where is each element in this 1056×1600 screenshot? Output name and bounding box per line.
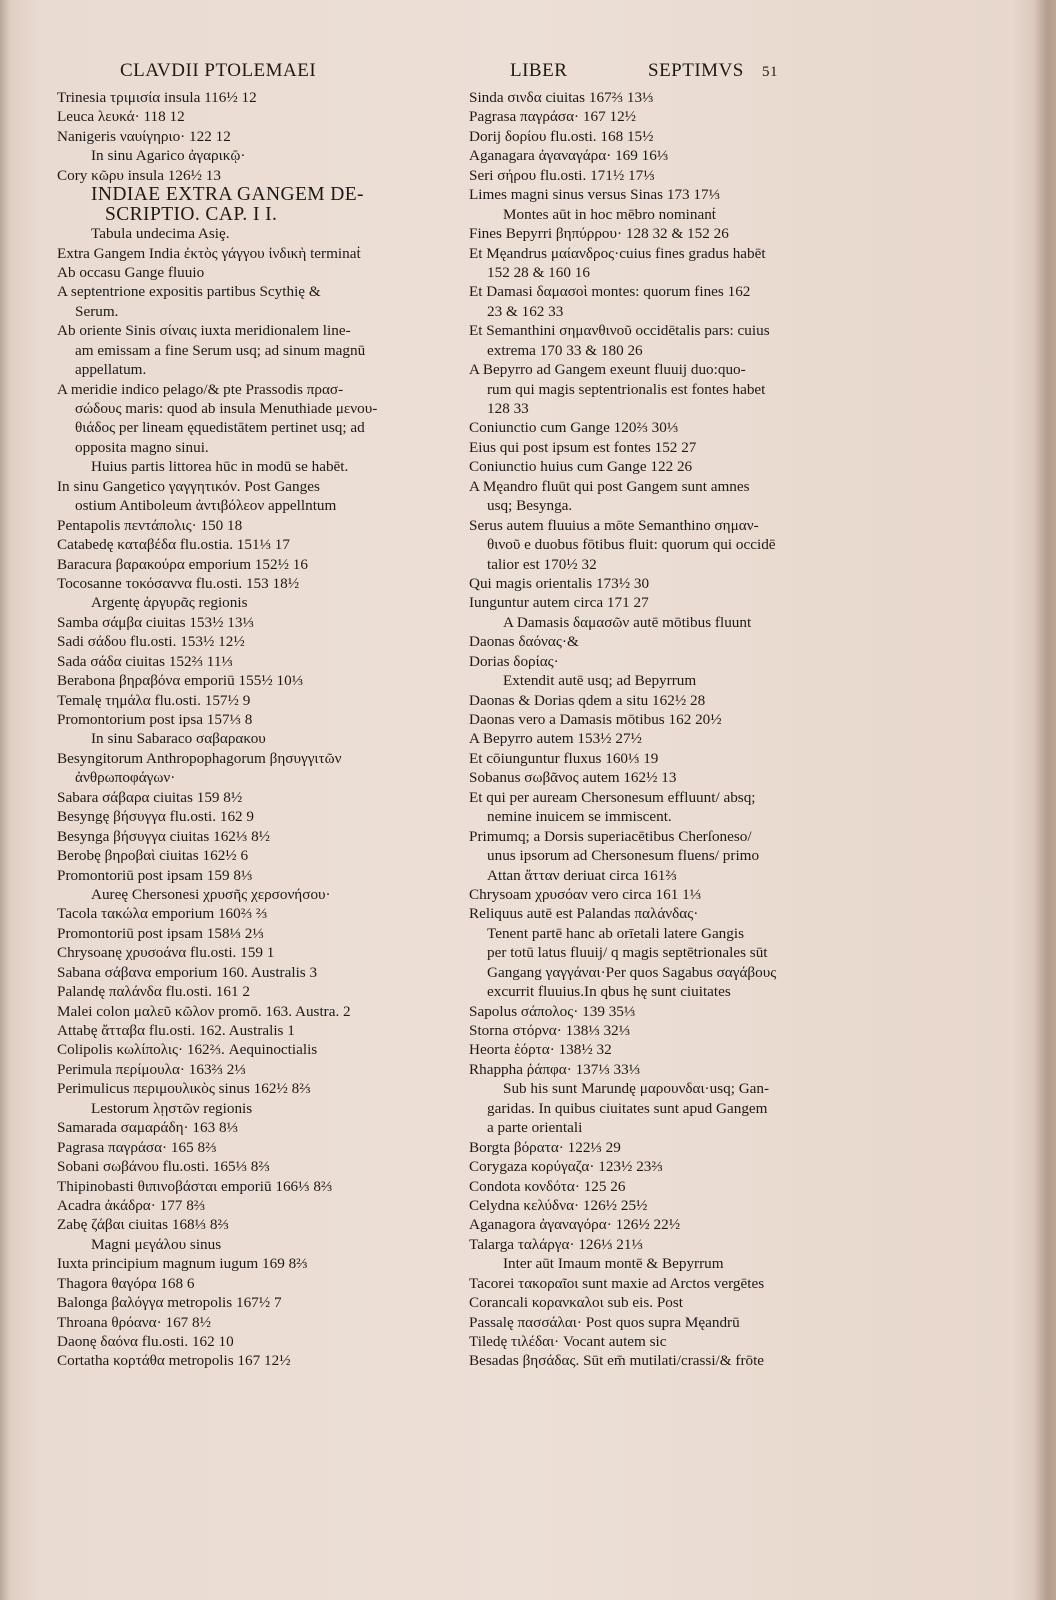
left-text-column bbox=[57, 88, 422, 1371]
text-line: talior est 170½ 32 bbox=[487, 555, 597, 573]
text-line: ostium Antiboleum ἀντιβόλεον appellntum bbox=[75, 497, 337, 515]
text-line: Besyngę βήσυγγα flu.osti. 162 9 bbox=[57, 808, 255, 826]
text-line: Aganagara ἀγαναγάρα· 169 16⅓ bbox=[469, 147, 669, 165]
text-line: unus ipsorum ad Chersonesum fluens/ primo bbox=[487, 847, 760, 865]
text-line: Daonas δαόνας·& bbox=[469, 633, 579, 651]
text-line: am emissam a fine Serum usq; ad sinum magnū bbox=[75, 341, 366, 359]
folio-number: 51 bbox=[762, 64, 778, 80]
text-line: usq; Besynga. bbox=[487, 497, 573, 515]
text-line: Corygaza κορύγαζα· 123½ 23⅔ bbox=[469, 1158, 663, 1176]
text-line: Besadas βησάδας. Sūt em̄ mutilati/crassi/& frōte bbox=[469, 1352, 765, 1370]
text-line: 128 33 bbox=[487, 400, 529, 417]
text-line: Iunguntur autem circa 171 27 bbox=[469, 594, 649, 612]
text-line: Heorta ἑόρτα· 138½ 32 bbox=[469, 1041, 612, 1059]
text-line: σώδους maris: quod ab insula Menuthiade μενου- bbox=[75, 400, 378, 417]
text-line: Montes aūt in hoc mēbro nominanṫ bbox=[503, 205, 717, 223]
text-line: Lestorum λῃστῶν regionis bbox=[91, 1099, 253, 1117]
text-line: Aureę Chersonesi χρυσῆς χερσονήσου· bbox=[91, 885, 331, 903]
text-line: Tacola τακώλα emporium 160⅔ ⅔ bbox=[57, 905, 268, 923]
text-line: opposita magno sinui. bbox=[75, 438, 209, 456]
text-line: Sobani σωβάνου flu.osti. 165⅓ 8⅔ bbox=[57, 1158, 270, 1176]
text-line: excurrit fluuius.In qbus hę sunt ciuitates bbox=[487, 983, 731, 1001]
text-line: Tocosanne τοκόσαννα flu.osti. 153 18½ bbox=[57, 574, 300, 592]
text-line: Eius qui post ipsum est fontes 152 27 bbox=[469, 438, 697, 456]
text-line: Sabana σάβανα emporium 160. Australis 3 bbox=[57, 963, 318, 981]
text-line: Baracura βαρακούρα emporium 152½ 16 bbox=[57, 555, 308, 573]
text-line: Sabara σάβαρα ciuitas 159 8½ bbox=[57, 788, 243, 806]
text-line: Temalę τημάλα flu.osti. 157½ 9 bbox=[57, 691, 251, 709]
text-line: Corancali κορανκαλοι sub eis. Post bbox=[469, 1294, 683, 1312]
text-line: Extra Gangem India ἐκτὸς γάγγου ἰνδικὴ terminaṫ bbox=[57, 244, 361, 262]
text-line: Coniunctio cum Gange 120⅔ 30⅓ bbox=[469, 419, 679, 437]
header-liber: LIBER bbox=[510, 60, 568, 81]
text-line: nemine inuicem se immiscent. bbox=[487, 808, 672, 826]
text-line: Daonas vero a Damasis mōtibus 162 20½ bbox=[469, 711, 722, 728]
text-line: In sinu Sabaraco σαβαρακου bbox=[91, 730, 266, 748]
text-line: Et qui per auream Chersonesum effluunt/ absq; bbox=[469, 788, 756, 806]
text-line: Berobę βηροβαὶ ciuitas 162½ 6 bbox=[57, 847, 249, 865]
text-line: Acadra ἀκάδρα· 177 8⅔ bbox=[57, 1196, 206, 1214]
header-book-number: SEPTIMVS bbox=[648, 60, 744, 81]
text-line: Besynga βήσυγγα ciuitas 162⅓ 8½ bbox=[57, 827, 271, 845]
text-line: Passalę πασσάλαι· Post quos supra Męandrū bbox=[469, 1313, 740, 1331]
text-line: Aganagora ἀγαναγόρα· 126½ 22½ bbox=[469, 1216, 681, 1234]
text-line: Serum. bbox=[75, 302, 119, 320]
text-line: A Męandro fluūt qui post Gangem sunt amnes bbox=[469, 477, 750, 495]
text-line: Borgta βόρατα· 122⅓ 29 bbox=[469, 1138, 621, 1156]
text-line: In sinu Agarico ἀγαρικῷ· bbox=[91, 147, 246, 165]
text-line: Thagora θαγόρα 168 6 bbox=[57, 1274, 195, 1292]
text-line: Zabę ζάβαι ciuitas 168⅓ 8⅔ bbox=[57, 1216, 229, 1234]
text-line: INDIAE EXTRA GANGEM DE- bbox=[91, 184, 364, 206]
page-edge-shadow bbox=[1034, 0, 1056, 1600]
text-line: Catabedę καταβέδα flu.ostia. 151⅓ 17 bbox=[57, 536, 290, 554]
text-line: 152 28 & 160 16 bbox=[487, 263, 590, 281]
text-line: ἀνθρωποφάγων· bbox=[75, 769, 176, 787]
text-line: Et Męandrus μαίανδρος·cuius fines gradus habēt bbox=[469, 244, 766, 262]
text-line: Chrysoam χρυσόαν vero circa 161 1⅓ bbox=[469, 885, 702, 903]
text-line: Et cōiunguntur fluxus 160⅓ 19 bbox=[469, 749, 659, 767]
text-line: In sinu Gangetico γαγγητικόν. Post Ganges bbox=[57, 477, 320, 495]
text-line: Condota κονδότα· 125 26 bbox=[469, 1177, 626, 1195]
text-line: Throana θρόανα· 167 8½ bbox=[57, 1313, 212, 1331]
text-line: Besyngitorum Anthropophagorum βησυγγιτῶν bbox=[57, 749, 342, 767]
text-line: θινοῦ e duobus fōtibus fluit: quorum qui occidē bbox=[487, 536, 776, 554]
text-line: Extendit autē usq; ad Bepyrrum bbox=[503, 672, 697, 690]
text-line: Reliquus autē est Palandas παλάνδας· bbox=[469, 905, 699, 923]
text-line: A meridie indico pelago/& pte Prassodis πρασ- bbox=[57, 380, 344, 398]
text-line: Ab occasu Gange fluuio bbox=[57, 263, 205, 281]
text-line: Pagrasa παγράσα· 165 8⅔ bbox=[57, 1138, 217, 1156]
text-line: Cory κῶρυ insula 126½ 13 bbox=[57, 166, 221, 184]
text-line: Sub his sunt Marundę μαρουνδαι·usq; Gan- bbox=[503, 1080, 770, 1098]
text-line: Limes magni sinus versus Sinas 173 17⅓ bbox=[469, 186, 721, 204]
text-line: Berabona βηραβόνα emporiū 155½ 10⅓ bbox=[57, 672, 304, 690]
text-line: Seri σήρου flu.osti. 171½ 17⅓ bbox=[469, 166, 655, 184]
text-line: rum qui magis septentrionalis est fontes habet bbox=[487, 380, 766, 398]
text-line: Promontoriū post ipsam 159 8⅓ bbox=[57, 866, 253, 884]
text-line: A Bepyrro ad Gangem exeunt fluuij duo:quo- bbox=[469, 361, 746, 379]
text-line: Samarada σαμαράδη· 163 8⅓ bbox=[57, 1119, 238, 1137]
gutter-shadow bbox=[0, 0, 10, 1600]
text-line: Gangang γαγγάναι·Per quos Sagabus σαγάβους bbox=[487, 963, 777, 981]
text-line: Sobanus σωβᾶνος autem 162½ 13 bbox=[469, 769, 677, 787]
text-line: Dorij δορίου flu.osti. 168 15½ bbox=[469, 127, 654, 145]
text-line: Perimulicus περιμουλικὸς sinus 162½ 8⅔ bbox=[57, 1080, 311, 1098]
text-line: Pentapolis πεντάπολις· 150 18 bbox=[57, 516, 243, 534]
text-line: Nanigeris ναυίγηριο· 122 12 bbox=[57, 127, 231, 145]
text-line: Huius partis littorea hūc in modū se habēt. bbox=[91, 458, 349, 476]
text-line: Perimula περίμουλα· 163⅔ 2⅓ bbox=[57, 1060, 246, 1078]
text-line: SCRIPTIO. CAP. I I. bbox=[105, 203, 278, 225]
text-line: 23 & 162 33 bbox=[487, 302, 564, 320]
text-line: Qui magis orientalis 173½ 30 bbox=[469, 574, 650, 592]
text-line: Tabula undecima Asiȩ. bbox=[91, 225, 230, 243]
text-line: A septentrione expositis partibus Scythię & bbox=[57, 283, 321, 301]
text-line: Serus autem fluuius a mōte Semanthino σημαν- bbox=[469, 516, 759, 534]
text-line: Leuca λευκά· 118 12 bbox=[57, 108, 185, 126]
text-line: Fines Bepyrri βηπύρρου· 128 32 & 152 26 bbox=[469, 225, 729, 243]
text-line: Sadi σάδου flu.osti. 153½ 12½ bbox=[57, 633, 245, 651]
text-line: Talarga ταλάργα· 126⅓ 21⅓ bbox=[469, 1235, 643, 1253]
text-line: Celydna κελύδνα· 126½ 25½ bbox=[469, 1196, 648, 1214]
text-line: per totū latus fluuij/ q magis septētrionales sūt bbox=[487, 944, 768, 962]
text-line: Colipolis κωλίπολις· 162⅔. Aequinoctialis bbox=[57, 1041, 318, 1059]
text-line: garidas. In quibus ciuitates sunt apud Gangem bbox=[487, 1099, 768, 1117]
text-line: Promontoriū post ipsam 158⅓ 2⅓ bbox=[57, 924, 264, 942]
text-line: Rhappha ῥάπφα· 137⅓ 33⅓ bbox=[469, 1060, 641, 1078]
text-line: Malei colon μαλεῦ κῶλον promō. 163. Austra. 2 bbox=[57, 1002, 351, 1020]
text-line: Pagrasa παγράσα· 167 12½ bbox=[469, 108, 637, 126]
text-line: Promontorium post ipsa 157⅓ 8 bbox=[57, 711, 253, 728]
text-line: A Bepyrro autem 153½ 27½ bbox=[469, 730, 642, 748]
text-line: Tenent partē hanc ab orīetali latere Gangis bbox=[487, 924, 745, 942]
running-header bbox=[60, 60, 800, 86]
text-line: Thipinobasti θιπινοβάσται emporiū 166⅓ 8⅔ bbox=[57, 1177, 333, 1195]
text-line: Chrysoanę χρυσοάνα flu.osti. 159 1 bbox=[57, 944, 275, 962]
text-line: a parte orientali bbox=[487, 1119, 583, 1137]
right-text-column bbox=[469, 88, 821, 1371]
text-line: Attabę ἄτταβα flu.osti. 162. Australis 1 bbox=[57, 1022, 295, 1039]
text-line: Daonę δαόνα flu.osti. 162 10 bbox=[57, 1333, 234, 1350]
text-line: Coniunctio huius cum Gange 122 26 bbox=[469, 458, 693, 476]
text-line: Dorias δορίας· bbox=[469, 652, 559, 670]
text-line: Et Damasi δαμασοὶ montes: quorum fines 162 bbox=[469, 283, 751, 301]
text-line: Ab oriente Sinis σίναις iuxta meridionalem line- bbox=[57, 322, 351, 340]
text-line: Tacorei τακοραῖοι sunt maxie ad Arctos vergētes bbox=[469, 1274, 765, 1292]
text-line: Balonga βαλόγγα metropolis 167½ 7 bbox=[57, 1294, 282, 1312]
text-line: Storna στόρνα· 138⅓ 32⅓ bbox=[469, 1022, 631, 1039]
text-line: appellatum. bbox=[75, 361, 147, 379]
text-line: Primumq; a Dorsis superiacētibus Cherſoneso/ bbox=[469, 827, 752, 845]
text-line: Sapolus σάπολος· 139 35⅓ bbox=[469, 1002, 636, 1020]
text-line: Attan ἄτταν deriuat circa 161⅔ bbox=[487, 866, 677, 884]
text-line: Et Semanthini σημανθινοῦ occidētalis pars: cuius bbox=[469, 322, 770, 340]
text-line: A Damasis δαμασῶν autē mōtibus fluunt bbox=[503, 613, 752, 631]
text-line: Palandę παλάνδα flu.osti. 161 2 bbox=[57, 983, 250, 1001]
text-line: θιάδος per lineam ęquedistātem pertinet usq; ad bbox=[75, 419, 365, 437]
text-line: Cortatha κορτάθα metropolis 167 12½ bbox=[57, 1352, 291, 1370]
text-line: Samba σάμβα ciuitas 153½ 13⅓ bbox=[57, 613, 254, 631]
text-line: Sada σάδα ciuitas 152⅔ 11⅓ bbox=[57, 652, 233, 670]
header-author: CLAVDII PTOLEMAEI bbox=[120, 60, 317, 81]
text-line: Inter aūt Imaum montē & Bepyrrum bbox=[503, 1255, 724, 1273]
text-line: Tiledę τιλέδαι· Vocant autem sic bbox=[469, 1333, 667, 1350]
text-line: Argentę ἀργυρᾶς regionis bbox=[91, 594, 248, 612]
text-line: Magni μεγάλου sinus bbox=[91, 1235, 222, 1253]
text-line: Sinda σινδα ciuitas 167⅔ 13⅓ bbox=[469, 89, 654, 106]
text-line: extrema 170 33 & 180 26 bbox=[487, 341, 643, 359]
text-line: Trinesia τριμισία insula 116½ 12 bbox=[57, 89, 257, 106]
text-line: Daonas & Dorias qdem a situ 162½ 28 bbox=[469, 691, 706, 709]
text-line: Iuxta principium magnum iugum 169 8⅔ bbox=[57, 1255, 308, 1273]
